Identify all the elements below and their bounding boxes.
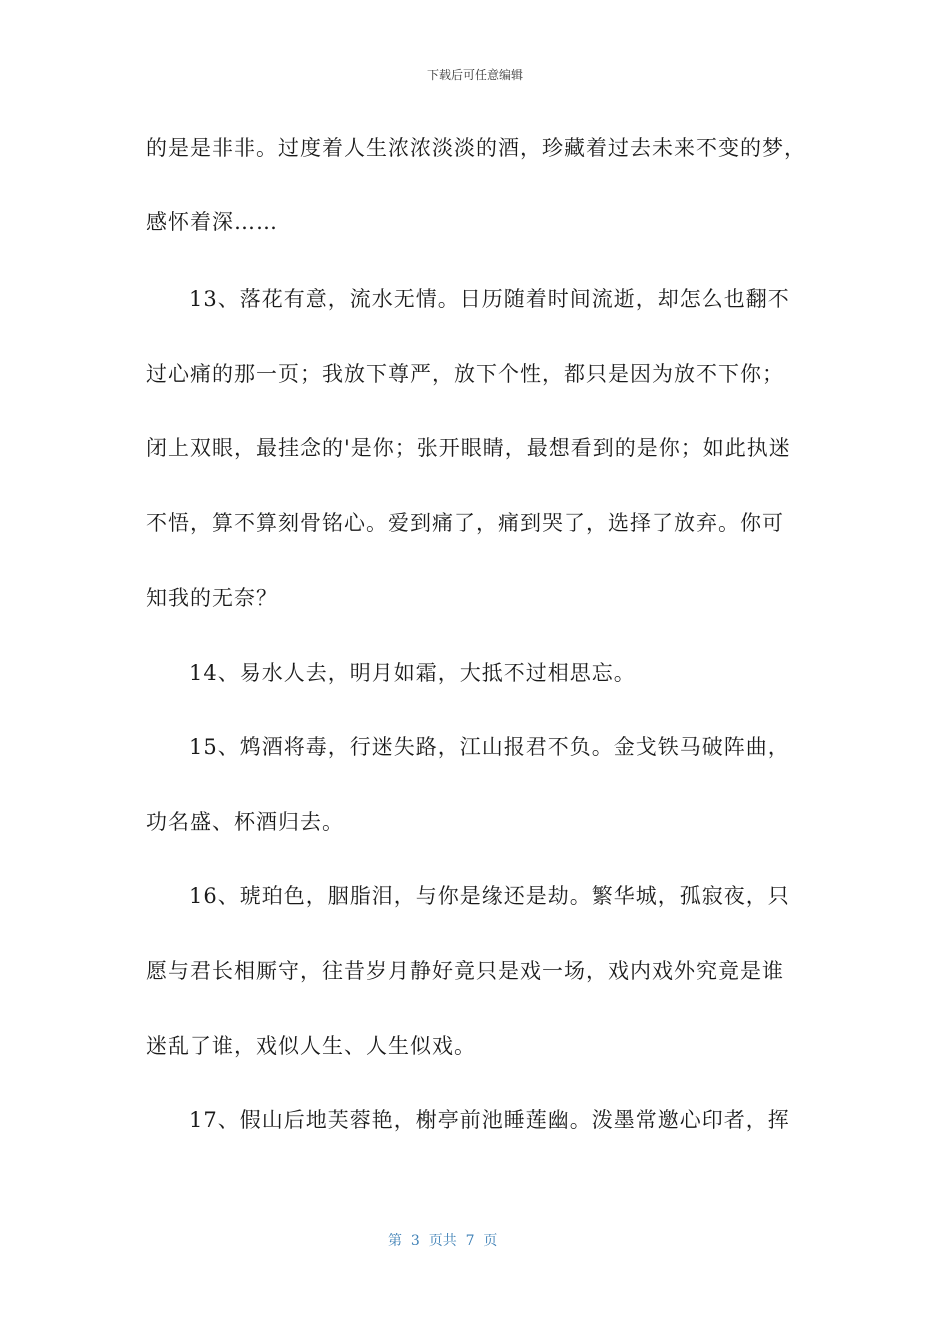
- page-header: 下载后可任意编辑: [426, 68, 523, 82]
- text-line: 14、易水人去，明月如霜，大抵不过相思忘。: [189, 661, 636, 685]
- text-line: 迷乱了谁，戏似人生、人生似戏。: [146, 1034, 476, 1058]
- text-line: 功名盛、杯酒归去。: [146, 810, 344, 834]
- page-footer: 第 3 页共 7 页: [388, 1233, 498, 1249]
- text-line: 16、琥珀色，胭脂泪，与你是缘还是劫。繁华城，孤寂夜，只: [189, 884, 790, 908]
- text-line: 知我的无奈？: [146, 586, 278, 610]
- text-line: 15、鸩酒将毒，行迷失路，江山报君不负。金戈铁马破阵曲，: [189, 735, 790, 759]
- text-line: 过心痛的那一页；我放下尊严，放下个性，都只是因为放不下你；: [146, 362, 784, 386]
- text-line: 感怀着深……: [146, 210, 278, 234]
- text-line: 闭上双眼，最挂念的'是你；张开眼睛，最想看到的是你；如此执迷: [146, 436, 791, 460]
- text-line: 17、假山后地芙蓉艳，榭亭前池睡莲幽。泼墨常邀心印者，挥: [189, 1108, 790, 1132]
- text-line: 不悟，算不算刻骨铭心。爱到痛了，痛到哭了，选择了放弃。你可: [146, 511, 784, 535]
- text-line: 的是是非非。过度着人生浓浓淡淡的酒，珍藏着过去未来不变的梦，: [146, 136, 806, 160]
- text-line: 13、落花有意，流水无情。日历随着时间流逝，却怎么也翻不: [189, 287, 790, 311]
- text-line: 愿与君长相厮守，往昔岁月静好竟只是戏一场，戏内戏外究竟是谁: [146, 959, 784, 983]
